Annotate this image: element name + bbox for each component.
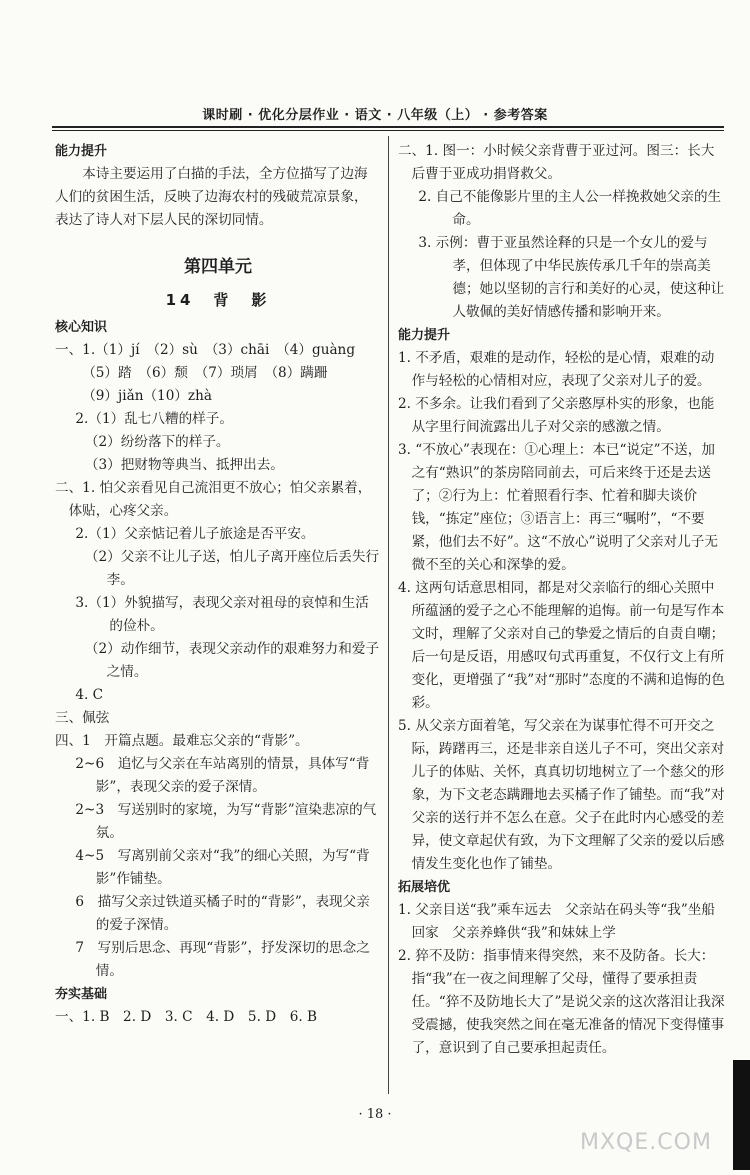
section-heading: 核心知识 — [55, 320, 108, 335]
unit-title: 第四单元 — [184, 257, 252, 277]
header-rule-thick — [52, 126, 724, 128]
section-heading: 夯实基础 — [55, 987, 108, 1002]
left-column — [55, 140, 381, 1029]
answer-item: 4. 这两句话意思相同，都是对父亲临行的细心关照中所蕴涵的爱子之心不能理解的追悔。前一句是写作本文时，理解了父亲对自己的挚爱之情后的自责自嘲；后一句是反语，用感叹句式再重复，不仅行文上有所变化，更增强了“我”对“那时”态度的不满和追悔的色彩。 — [398, 580, 725, 711]
lesson-title: 14 背 影 — [165, 291, 271, 309]
answer-item: 2. 不多余。让我们看到了父亲憨厚朴实的形象，也能从字里行间流露出儿子对父亲的感激之情。 — [398, 396, 715, 435]
answer-subitem: （3）把财物等典当、抵押出去。 — [84, 457, 284, 473]
answer-subitem: 3. 示例：曹于亚虽然诠释的只是一个女儿的爱与孝，但体现了中华民族传承几千年的崇高美德；她以坚韧的言行和美好的心灵，使这种让人敬佩的美好情感传播和影响开来。 — [418, 235, 725, 320]
answer-item: 四、1 开篇点题。最难忘父亲的“背影”。 — [55, 733, 309, 749]
answer-item: 三、佩弦 — [55, 710, 110, 726]
answer-subitem: （2）父亲不让儿子送，怕儿子离开座位后丢失行李。 — [84, 549, 380, 588]
column-divider — [388, 136, 389, 1094]
answer-item: 1. 不矛盾，艰难的是动作，轻松的是心情，艰难的动作与轻松的心情相对应，表现了父亲对儿子的爱。 — [398, 350, 715, 389]
answer-subitem: 2~3 写送别时的家境，为写“背影”渲染悲凉的气氛。 — [75, 802, 377, 841]
section-heading: 拓展培优 — [398, 880, 451, 895]
answer-item: 5. 从父亲方面着笔，写父亲在为谋事忙得不可开交之际，踌躇再三，还是非亲自送儿子不可，突出父亲对儿子的体贴、关怀，真真切切地树立了一个慈父的形象，为下文老态蹒跚地去买橘子作了铺垫。而“我”对父亲的送行并不怎么在意。父子在此时内心感受的差异，使文章起伏有致，为下文理解了父亲的爱以后感情发生变化也作了铺垫。 — [398, 718, 725, 872]
page-header: 课时刷 · 优化分层作业 · 语文 · 八年级（上） · 参考答案 — [202, 108, 548, 123]
answer-subitem: 4~5 写离别前父亲对“我”的细心关照，为写“背影”作铺垫。 — [75, 848, 370, 887]
answer-subitem: 4. C — [75, 687, 104, 703]
answer-item: （9）jiǎn（10）zhà — [82, 388, 212, 404]
section-heading: 能力提升 — [398, 328, 451, 343]
watermark: MXQE.COM — [580, 1130, 712, 1155]
answer-item: 1. 父亲目送“我”乘车远去 父亲站在码头等“我”坐船回家 父亲养蜂供“我”和妹妹上学 — [398, 902, 715, 941]
page-edge-shadow — [733, 1060, 750, 1170]
answer-item: 二、1. 图一：小时候父亲背曹于亚过河。图三：长大后曹于亚成功捐肾救父。 — [398, 143, 715, 182]
right-column — [398, 140, 726, 1060]
page-number: · 18 · — [358, 1107, 392, 1122]
answer-subitem: 2.（1）乱七八糟的样子。 — [75, 411, 233, 427]
answer-item: （5）踏 （6）颓 （7）琐屑 （8）蹒跚 — [82, 365, 328, 381]
section-heading: 能力提升 — [55, 144, 108, 159]
answer-item: 2. 猝不及防：指事情来得突然，来不及防备。长大：指“我”在一夜之间理解了父母，懂得了要承担责任。“猝不及防地长大了”是说父亲的这次落泪让我深受震撼，使我突然之间在毫无准备的情况下变得懂事了，意识到了自己要承担起责任。 — [398, 948, 725, 1056]
answer-subitem: 2. 自己不能像影片里的主人公一样挽救她父亲的生命。 — [418, 189, 722, 228]
answer-subitem: 7 写别后思念、再现“背影”，抒发深切的思念之情。 — [75, 940, 370, 979]
paragraph: 本诗主要运用了白描的手法，全方位描写了边海人们的贫困生活，反映了边海农村的残破荒凉景象，表达了诗人对下层人民的深切同情。 — [55, 166, 368, 228]
answer-subitem: 2.（1）父亲惦记着儿子旅途是否平安。 — [75, 526, 315, 542]
answer-subitem: 2~6 追忆与父亲在车站离别的情景，具体写“背影”，表现父亲的爱子深情。 — [75, 756, 370, 795]
answer-item: 3. “不放心”表现在：①心理上：本已“说定”不送，加之有“熟识”的茶房陪同前去，可后来终于还是去送了；②行为上：忙着照看行李、忙着和脚夫谈价钱，“拣定”座位；③语言上：再三“嘱咐”，“不要紧，他们去不好”。这“不放心”说明了父亲对儿子无微不至的关心和深挚的爱。 — [398, 442, 718, 573]
answer-item: 二、1. 怕父亲看见自己流泪更不放心；怕父亲累着，体贴，心疼父亲。 — [55, 480, 372, 519]
answer-subitem: 3.（1）外貌描写，表现父亲对祖母的哀悼和生活的俭朴。 — [75, 595, 369, 634]
answer-subitem: （2）纷纷落下的样子。 — [84, 434, 230, 450]
answer-subitem: （2）动作细节，表现父亲动作的艰难努力和爱子之情。 — [84, 641, 380, 680]
answer-item: 一、1.（1）jí （2）sù （3）chāi （4）guàng — [55, 342, 356, 358]
answer-item: 一、1. B 2. D 3. C 4. D 5. D 6. B — [55, 1009, 317, 1025]
answer-subitem: 6 描写父亲过铁道买橘子时的“背影”，表现父亲的爱子深情。 — [75, 894, 370, 933]
header-rule-thin — [52, 130, 724, 131]
